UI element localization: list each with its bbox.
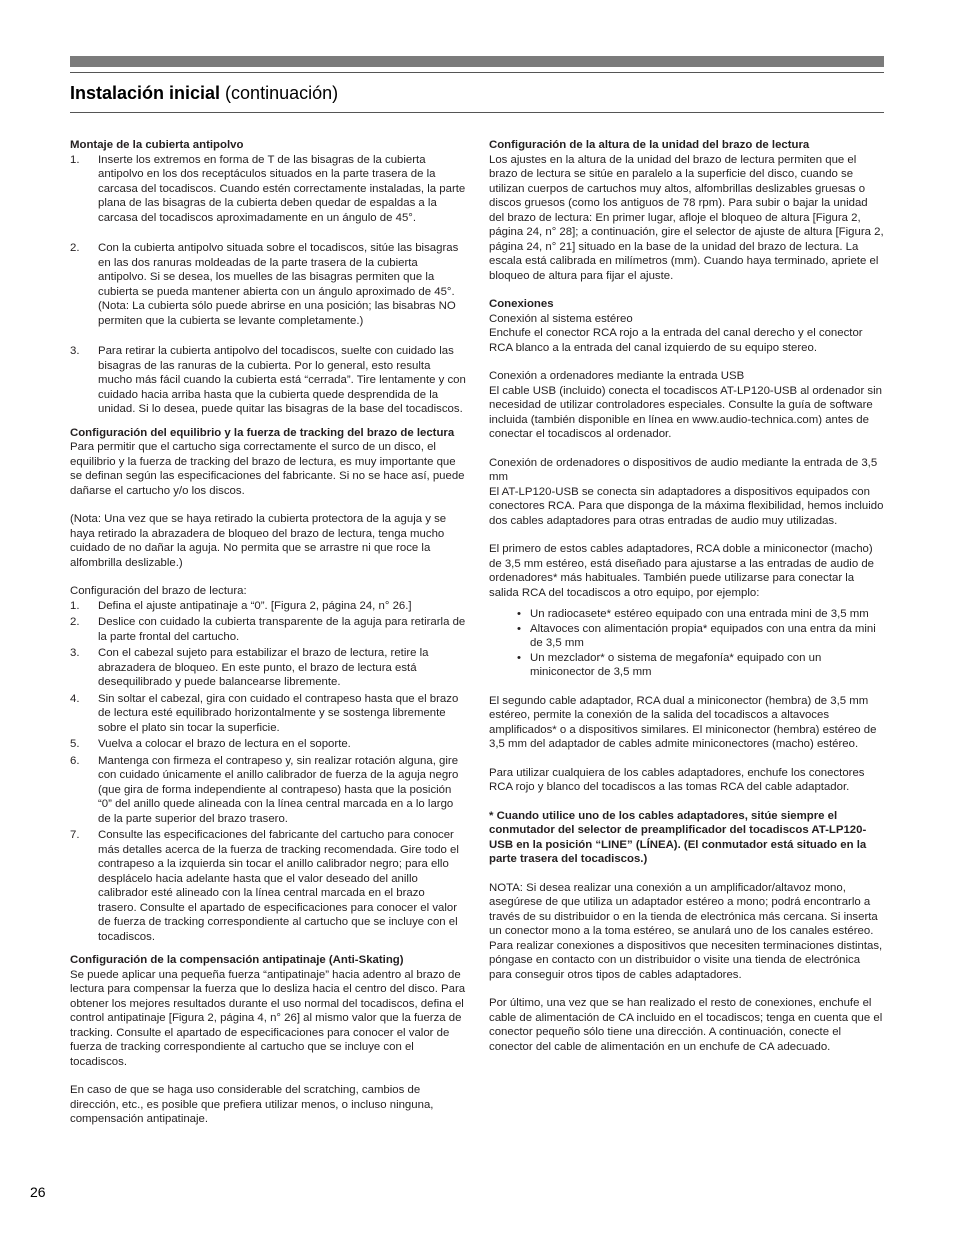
bullet-item: [489, 622, 885, 651]
list-item: [70, 599, 466, 614]
paragraph: El primero de estos cables adaptadores, RCA doble a miniconector (macho) de 3,5 mm estéreo, está diseñado para ajustarse a las entradas de audio de ordenadores* más habituales. También puede utilizarse para conectar la salida RCA del tocadiscos a otro equipo, por ejemplo:: [489, 543, 874, 599]
bullet-text: Altavoces con alimentación propia* equipados con una entra da mini de 3,5 mm: [530, 622, 876, 649]
list-item: [70, 692, 466, 736]
paragraph: Para utilizar cualquiera de los cables adaptadores, enchufe los conectores RCA rojo y blanco del tocadiscos a las tomas RCA del cable adaptador.: [489, 766, 865, 793]
paragraph: Configuración del brazo de lectura:: [70, 585, 247, 597]
paragraph: Enchufe el conector RCA rojo a la entrada del canal derecho y el conector RCA blanco a la entrada del canal izquierdo de su equipo stereo.: [489, 327, 863, 354]
list-item-text: Deslice con cuidado la cubierta transparente de la aguja para retirarla de la parte frontal del cartucho.: [98, 616, 466, 643]
list-item-number: 3.: [70, 647, 80, 659]
list-item: [70, 828, 466, 944]
paragraph: En caso de que se haga uso considerable del scratching, cambios de dirección, etc., es posible que prefiera utilizar menos, o incluso ninguna, compensación antipatinaje.: [70, 1084, 434, 1125]
list-item-text: Inserte los extremos en forma de T de las bisagras de la cubierta antipolvo en los dos receptáculos situados en la parte trasera de la carcasa del tocadiscos. Cuando estén correctamente instaladas, la parte plana de las bisagras de la cubierta deben quedar de espaldas a la carcasa del tocadiscos aproximadamente en un ángulo de 45°.: [98, 153, 466, 224]
list-item-number: 4.: [70, 692, 80, 705]
list-item: [70, 344, 466, 417]
page-title-bold: Instalación inicial: [70, 83, 221, 103]
bullet-dot: •: [517, 651, 521, 664]
paragraph: El AT-LP120-USB se conecta sin adaptadores a dispositivos equipados con conectores RCA. Para que disponga de la máxima flexibilidad, hemos incluido dos cables adaptadores para otras entradas de audio muy utilizadas.: [489, 485, 884, 527]
bullet-dot: •: [517, 622, 521, 635]
list-item-number: 1.: [70, 153, 80, 166]
list-item-number: 5.: [70, 738, 80, 750]
left-column: [70, 138, 466, 1127]
list-item-text: Sin soltar el cabezal, gira con cuidado el contrapeso hasta que el brazo de lectura esté equilibrado horizontalmente y se sostenga libremente sobre el plato sin tocar la superficie.: [98, 692, 459, 734]
paragraph: (Nota: Una vez que se haya retirado la cubierta protectora de la aguja y se haya retirado la abrazadera de bloqueo del brazo de lectura, tenga mucho cuidado de no dañar la aguja. No permita que se arrastre ni que roce la alfombrilla deslizable.): [70, 513, 447, 569]
section-heading-dust-cover: Montaje de la cubierta antipolvo: [70, 139, 244, 151]
page-title: [70, 82, 338, 104]
subheading: Conexión de ordenadores o dispositivos de audio mediante la entrada de 3,5 mm: [489, 456, 878, 483]
subheading: Conexión al sistema estéreo: [489, 312, 633, 325]
list-item-number: 3.: [70, 345, 80, 357]
bullet-item: [489, 607, 885, 622]
subheading: Conexión a ordenadores mediante la entrada USB: [489, 370, 745, 382]
paragraph: El segundo cable adaptador, RCA dual a miniconector (hembra) de 3,5 mm estéreo, permite la conexión de la salida del tocadiscos a altavoces amplificados* o a dispositivos similares. El miniconector (hembra) estéreo de 3,5 mm del adaptador de cables admite miniconectores (macho) estéreo.: [489, 694, 877, 750]
right-column: [489, 138, 885, 1054]
list-item: [70, 737, 466, 752]
paragraph: Para permitir que el cartucho siga correctamente el surco de un disco, el equilibrio y la fuerza de tracking del brazo de lectura, es muy importante que se definan según las especificaciones del fabricante. Si no se hace así, puede dañarse el cartucho y/o los discos.: [70, 441, 465, 497]
page-number: 26: [30, 1184, 46, 1200]
page-title-rest: (continuación): [220, 83, 339, 103]
list-item-number: 2.: [70, 242, 80, 254]
title-rule: [70, 112, 884, 113]
list-item-text: Vuelva a colocar el brazo de lectura en el soporte.: [98, 738, 351, 750]
list-item-text: Mantenga con firmeza el contrapeso y, sin realizar rotación alguna, gire con cuidado únicamente el anillo calibrador de fuerza de la aguja negro (que gira de forma independiente al contrapeso) hasta que la posición “0” del anillo quede alineada con la línea central marcada en a lo largo de la parte superior del brazo trasero.: [98, 754, 459, 825]
paragraph: Por último, una vez que se han realizado el resto de conexiones, enchufe el cable de alimentación de CA incluido en el tocadiscos; tenga en cuenta que el conector pequeño sólo tiene una dirección. A continuación, conecte el conector del cable de alimentación en un enchufe de CA adecuado.: [489, 997, 883, 1053]
list-item-number: 6.: [70, 754, 80, 767]
list-item: [70, 754, 466, 827]
bullet-text: Un mezclador* o sistema de megafonía* equipado con un miniconector de 3,5 mm: [530, 651, 822, 678]
section-heading-balance-tracking: Configuración del equilibrio y la fuerza de tracking del brazo de lectura: [70, 426, 455, 439]
paragraph: NOTA: Si desea realizar una conexión a un amplificador/altavoz mono, asegúrese de que utiliza un adaptador estéreo a mono; podrá encontrarlo a través de su distribuidor o en la tienda de electrónica más cercana. Si inserta un conector mono a la toma estéreo, se anulará uno de los canales estéreo. Para realizar conexiones a dispositivos que necesiten terminaciones distintas, póngase en contacto con un distribuidor o visite una tienda de electrónica para conseguir otros tipos de cables adaptadores.: [489, 881, 883, 981]
bullet-item: [489, 651, 885, 680]
section-heading-connections: Conexiones: [489, 298, 554, 310]
list-item-text: Con el cabezal sujeto para estabilizar el brazo de lectura, retire la abrazadera de bloqueo. En este punto, el brazo de lectura está desequilibrado y puede balancearse libremente.: [98, 647, 429, 688]
list-item-number: 7.: [70, 829, 80, 841]
bullet-dot: •: [517, 608, 521, 620]
line-mode-note: * Cuando utilice uno de los cables adaptadores, sitúe siempre el conmutador del selector de preamplificador del tocadiscos AT-LP120-USB en la posición “LINE” (LÍNEA). (El conmutador está situado en la parte trasera del tocadiscos.): [489, 809, 867, 865]
section-heading-tonearm-height: Configuración de la altura de la unidad del brazo de lectura: [489, 139, 810, 151]
list-item: [70, 646, 466, 690]
list-item: [70, 241, 466, 328]
paragraph: El cable USB (incluido) conecta el tocadiscos AT-LP120-USB al ordenador sin necesidad de utilizar controladores especiales. Consulte la guía de software incluida (también disponible en línea en www.audio-technica.com) antes de conectar el tocadiscos al ordenador.: [489, 384, 882, 440]
list-item-text: Con la cubierta antipolvo situada sobre el tocadiscos, sitúe las bisagras en las dos ranuras moldeadas de la parte trasera de la cubierta antipolvo. Si se desea, los muelles de las bisagras permiten que la cubierta se pueda mantener abierta con un ángulo aproximado de 45°. (Nota: La cubierta sólo puede abrirse en una posición; las bisabras NO permiten que la cubierta se levante completamente.): [98, 242, 459, 327]
header-bar: [70, 56, 884, 67]
list-item-text: Consulte las especificaciones del fabricante del cartucho para conocer más detalles acerca de la fuerza de tracking recomendada. Gire todo el contrapeso a la izquierda sin tocar el anillo calibrador negro; para ello desplácelo hacia adelante hasta que el valor deseado del anillo calibrador esté alineado con la línea central marcada en el brazo trasero. Consulte el apartado de especificaciones para conocer el valor de fuerza de tracking correspondiente al cartucho que se incluye con el tocadiscos.: [98, 829, 459, 943]
section-heading-anti-skating: Configuración de la compensación antipatinaje (Anti-Skating): [70, 954, 404, 966]
list-item-number: 2.: [70, 616, 80, 628]
list-item: [70, 153, 466, 226]
list-item-text: Para retirar la cubierta antipolvo del tocadiscos, suelte con cuidado las bisagras de las ranuras de la cubierta. Por lo general, esto resulta mucho más fácil cuando la cubierta está “cerrada”. Tire lentamente y con cuidado hacia arriba hasta que la cubierta quede desprendida de la unidad. Si lo desea, puede quitar las bisagras de la base del tocadiscos.: [98, 345, 466, 415]
bullet-text: Un radiocasete* estéreo equipado con una entrada mini de 3,5 mm: [530, 608, 869, 620]
list-item-number: 1.: [70, 599, 80, 612]
list-item: [70, 615, 466, 644]
paragraph: Los ajustes en la altura de la unidad del brazo de lectura permiten que el brazo de lectura se sitúe en paralelo a la superficie del disco, cuando se utilizan cuerpos de cartuchos muy altos, alfombrillas deslizables gruesas o discos gruesos (como los antiguos de 78 rpm). Para subir o bajar la unidad del brazo de lectura: En primer lugar, afloje el bloqueo de altura [Figura 2, página 24, n° 28]; a continuación, gire el selector de ajuste de altura [Figura 2, página 24, n° 21] situado en la base de la unidad del brazo de lectura. La escala está calibrada en milímetros (mm). Cuando haya terminado, apriete el bloqueo de altura para fijar el ajuste.: [489, 153, 884, 282]
header-rule: [70, 72, 884, 73]
paragraph: Se puede aplicar una pequeña fuerza “antipatinaje” hacia adentro al brazo de lectura para compensar la fuerza que lo desliza hacia el centro del disco. Para obtener los mejores resultados durante el uso normal del tocadiscos, defina el control antipatinaje [Figura 2, página 4, n° 26] al mismo valor que la fuerza de tracking. Consulte el apartado de especificaciones para conocer el valor de fuerza de tracking correspondiente al cartucho que se incluye con el tocadiscos.: [70, 968, 466, 1068]
list-item-text: Defina el ajuste antipatinaje a “0”. [Figura 2, página 24, n° 26.]: [98, 599, 412, 612]
